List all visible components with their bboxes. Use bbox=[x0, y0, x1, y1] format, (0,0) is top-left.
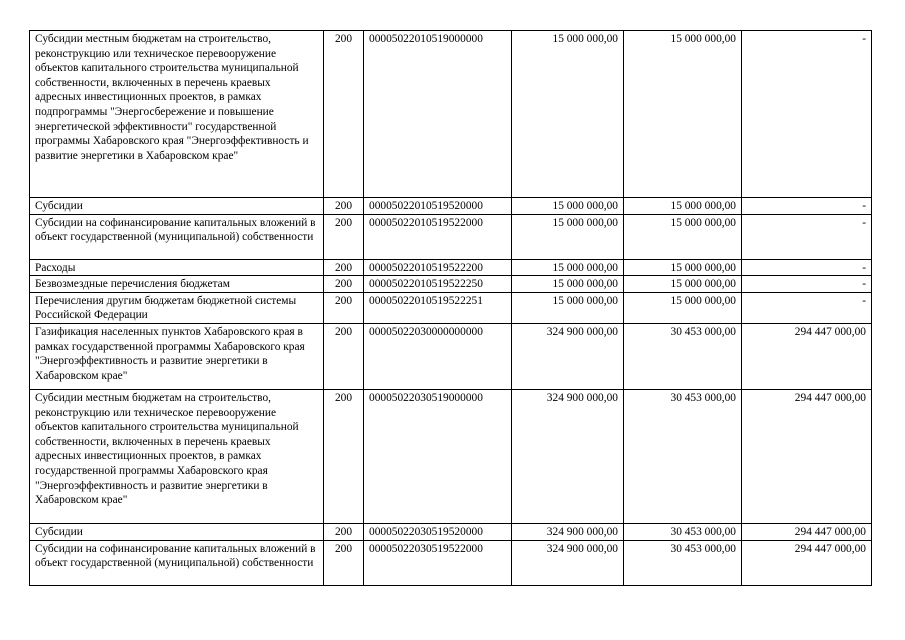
row-unexecuted: 294 447 000,00 bbox=[742, 523, 872, 540]
row-executed: 15 000 000,00 bbox=[624, 198, 742, 215]
table-row bbox=[30, 259, 872, 276]
row-code: 200 bbox=[324, 540, 364, 585]
row-code: 200 bbox=[324, 198, 364, 215]
row-name: Субсидии на софинансирование капитальных вложений в объект государственной (муниципальной) собственности bbox=[30, 540, 324, 585]
row-approved: 15 000 000,00 bbox=[512, 276, 624, 293]
table-row bbox=[30, 389, 872, 523]
row-approved: 15 000 000,00 bbox=[512, 31, 624, 198]
row-name: Субсидии местным бюджетам на строительство, реконструкцию или техническое перевооружение объектов капитального строительства муниципальной собственности, включенных в перечень краевых адресных инвестиционных проектов, в рамках подпрограммы "Энергосбережение и повышение энергетической эффективности" государственной программы Хабаровского края "Энергоэффективность и развитие энергетики в Хабаровском крае" bbox=[30, 31, 324, 198]
row-kbk: 00005022030519000000 bbox=[364, 389, 512, 523]
row-name: Субсидии на софинансирование капитальных вложений в объект государственной (муниципальной) собственности bbox=[30, 214, 324, 259]
row-name: Перечисления другим бюджетам бюджетной системы Российской Федерации bbox=[30, 292, 324, 323]
row-name: Субсидии bbox=[30, 523, 324, 540]
row-approved: 324 900 000,00 bbox=[512, 323, 624, 389]
row-approved: 15 000 000,00 bbox=[512, 198, 624, 215]
row-executed: 15 000 000,00 bbox=[624, 31, 742, 198]
row-unexecuted: - bbox=[742, 214, 872, 259]
row-executed: 30 453 000,00 bbox=[624, 540, 742, 585]
row-unexecuted: 294 447 000,00 bbox=[742, 540, 872, 585]
row-unexecuted: - bbox=[742, 31, 872, 198]
row-executed: 15 000 000,00 bbox=[624, 292, 742, 323]
row-code: 200 bbox=[324, 389, 364, 523]
row-approved: 15 000 000,00 bbox=[512, 292, 624, 323]
row-code: 200 bbox=[324, 214, 364, 259]
row-approved: 324 900 000,00 bbox=[512, 389, 624, 523]
row-executed: 15 000 000,00 bbox=[624, 276, 742, 293]
row-approved: 324 900 000,00 bbox=[512, 523, 624, 540]
table-row bbox=[30, 523, 872, 540]
table-row bbox=[30, 540, 872, 585]
row-approved: 15 000 000,00 bbox=[512, 214, 624, 259]
row-executed: 30 453 000,00 bbox=[624, 323, 742, 389]
table-row bbox=[30, 323, 872, 389]
budget-table bbox=[29, 30, 872, 586]
row-kbk: 00005022010519520000 bbox=[364, 198, 512, 215]
row-name: Газификация населенных пунктов Хабаровского края в рамках государственной программы Хабаровского края "Энергоэффективность и развитие энергетики в Хабаровском крае" bbox=[30, 323, 324, 389]
row-code: 200 bbox=[324, 31, 364, 198]
row-kbk: 00005022030519522000 bbox=[364, 540, 512, 585]
row-approved: 324 900 000,00 bbox=[512, 540, 624, 585]
row-kbk: 00005022010519522250 bbox=[364, 276, 512, 293]
row-unexecuted: - bbox=[742, 292, 872, 323]
row-kbk: 00005022030519520000 bbox=[364, 523, 512, 540]
row-approved: 15 000 000,00 bbox=[512, 259, 624, 276]
row-unexecuted: 294 447 000,00 bbox=[742, 323, 872, 389]
table-row bbox=[30, 214, 872, 259]
row-code: 200 bbox=[324, 259, 364, 276]
row-unexecuted: - bbox=[742, 276, 872, 293]
table-row bbox=[30, 198, 872, 215]
table-row bbox=[30, 276, 872, 293]
row-unexecuted: 294 447 000,00 bbox=[742, 389, 872, 523]
row-unexecuted: - bbox=[742, 259, 872, 276]
row-executed: 15 000 000,00 bbox=[624, 259, 742, 276]
row-name: Безвозмездные перечисления бюджетам bbox=[30, 276, 324, 293]
row-unexecuted: - bbox=[742, 198, 872, 215]
row-code: 200 bbox=[324, 323, 364, 389]
row-name: Субсидии местным бюджетам на строительство, реконструкцию или техническое перевооружение объектов капитального строительства муниципальной собственности, включенных в перечень краевых адресных инвестиционных проектов, в рамках государственной программы Хабаровского края "Энергоэффективность и развитие энергетики в Хабаровском крае" bbox=[30, 389, 324, 523]
row-code: 200 bbox=[324, 523, 364, 540]
row-kbk: 00005022010519522000 bbox=[364, 214, 512, 259]
table-row bbox=[30, 292, 872, 323]
table-row bbox=[30, 31, 872, 198]
row-name: Субсидии bbox=[30, 198, 324, 215]
row-kbk: 00005022030000000000 bbox=[364, 323, 512, 389]
row-code: 200 bbox=[324, 292, 364, 323]
row-executed: 15 000 000,00 bbox=[624, 214, 742, 259]
row-code: 200 bbox=[324, 276, 364, 293]
row-executed: 30 453 000,00 bbox=[624, 523, 742, 540]
row-kbk: 00005022010519522200 bbox=[364, 259, 512, 276]
row-executed: 30 453 000,00 bbox=[624, 389, 742, 523]
row-kbk: 00005022010519522251 bbox=[364, 292, 512, 323]
row-kbk: 00005022010519000000 bbox=[364, 31, 512, 198]
row-name: Расходы bbox=[30, 259, 324, 276]
